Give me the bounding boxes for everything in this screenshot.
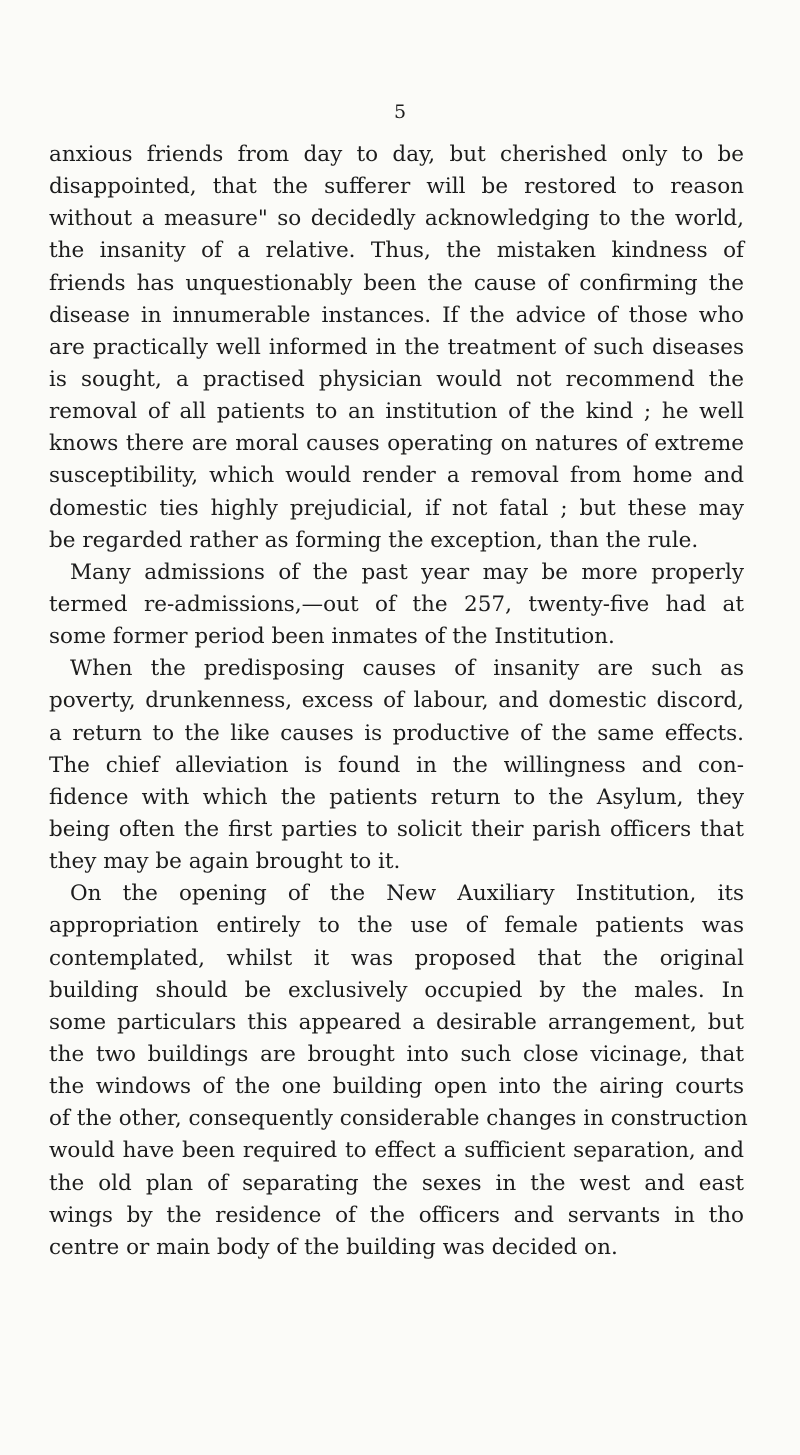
text-line: When the predisposing causes of insanity are such as [70, 656, 744, 682]
text-line: On the opening of the New Auxiliary Institution, its [70, 881, 744, 907]
text-line: knows there are moral causes operating on natures of extreme [49, 431, 744, 457]
text-line: some particulars this appeared a desirable arrangement, but [49, 1009, 744, 1035]
text-line: would have been required to effect a sufficient separation, and [49, 1138, 744, 1164]
text-line: anxious friends from day to day, but cherished only to be [49, 142, 744, 167]
text-line: of the other, consequently considerable changes in construction [49, 1106, 748, 1132]
text-line: appropriation entirely to the use of female patients was [49, 913, 744, 939]
text-line: disappointed, that the sufferer will be restored to reason [49, 174, 744, 200]
text-line: contemplated, whilst it was proposed that the original [49, 945, 744, 971]
text-line: are practically well informed in the treatment of such diseases [49, 334, 744, 360]
text-line: poverty, drunkenness, excess of labour, and domestic discord, [49, 688, 744, 714]
text-line: without a measure" so decidedly acknowledging to the world, [49, 206, 744, 232]
text-line: centre or main body of the building was decided on. [49, 1234, 618, 1260]
text-line: being often the first parties to solicit their parish officers that [49, 816, 744, 842]
text-line: The chief alleviation is found in the willingness and con- [49, 752, 744, 778]
text-line: the insanity of a relative. Thus, the mistaken kindness of [49, 238, 744, 264]
text-line: the two buildings are brought into such close vicinage, that [49, 1041, 744, 1067]
text-line: is sought, a practised physician would not recommend the [49, 366, 744, 392]
text-line: domestic ties highly prejudicial, if not fatal ; but these may [49, 495, 744, 521]
text-line: be regarded rather as forming the exception, than the rule. [49, 527, 699, 553]
text-line: some former period been inmates of the Institution. [49, 624, 615, 650]
text-line: wings by the residence of the officers and servants in tho [49, 1202, 744, 1228]
text-line: they may be again brought to it. [49, 849, 401, 875]
text-line: the old plan of separating the sexes in the west and east [49, 1170, 744, 1196]
text-line: removal of all patients to an institution of the kind ; he well [49, 399, 744, 425]
text-line: termed re-admissions,—out of the 257, twenty-five had at [49, 591, 744, 617]
text-line: a return to the like causes is productive of the same effects. [49, 720, 744, 746]
text-line: building should be exclusively occupied by the males. In [49, 977, 744, 1003]
text-line: Many admissions of the past year may be more properly [70, 559, 744, 585]
page-number: 5 [393, 101, 407, 123]
text-line: fidence with which the patients return to the Asylum, they [49, 784, 744, 810]
text-line: the windows of the one building open into the airing courts [49, 1074, 744, 1100]
text-line: susceptibility, which would render a removal from home and [49, 463, 744, 489]
body-text [49, 139, 748, 1264]
text-line: friends has unquestionably been the cause of confirming the [49, 270, 744, 296]
text-line: disease in innumerable instances. If the advice of those who [49, 302, 744, 328]
